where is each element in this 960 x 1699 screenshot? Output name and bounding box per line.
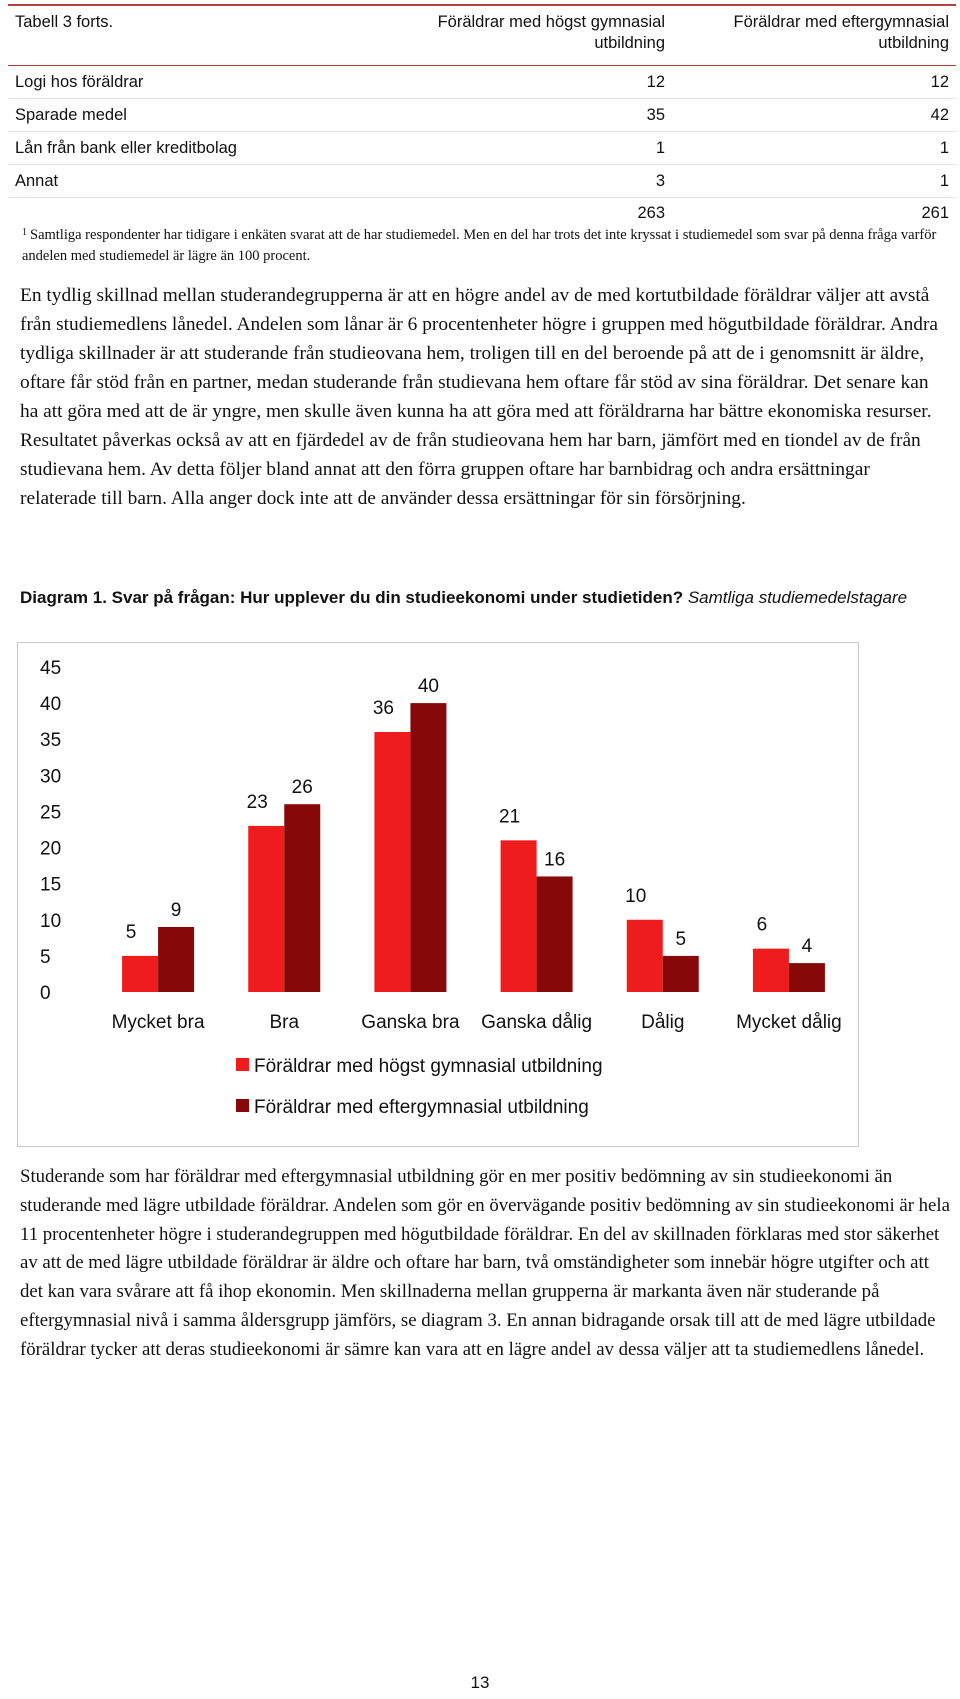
x-tick-label: Ganska bra — [361, 1012, 460, 1033]
body-paragraph-2: Studerande som har föräldrar med eftergymnasial utbildning gör en mer positiv bedömning av sin studieekonomi än studerande med lägre utbildade föräldrar. Andelen som gör en övervägande positiv bedömning av sin studieekonomi är hela 11 procentenheter högre i studerandegruppen med högutbildade föräldrar. En del av skillnaden förklaras med stor säkerhet av att de med lägre utbildade föräldrar är äldre och oftare har barn, två omständigheter som innebär högre utgifter och att det kan vara svårare att få ihop ekonomin. Men skillnaderna mellan grupperna är markanta även när studerande på eftergymnasial nivå i samma åldersgrupp jämförs, se diagram 3. En annan bidragande orsak till att de med lägre utbildade föräldrar tycker att deras studieekonomi är sämre kan vara att en lägre andel av dessa väljer att ta studiemedlens lånedel. — [20, 1166, 950, 1360]
table-header-row — [8, 5, 956, 65]
data-label: 5 — [125, 921, 137, 943]
data-label: 6 — [756, 914, 768, 936]
bar — [789, 963, 825, 992]
y-tick-label: 20 — [40, 838, 62, 860]
data-label: 21 — [499, 806, 521, 828]
data-label: 36 — [372, 698, 394, 719]
bar-chart — [17, 642, 859, 1147]
y-tick-label: 45 — [40, 658, 62, 679]
legend-swatch — [236, 1099, 249, 1112]
bar — [122, 956, 158, 992]
column-header-gymnasial: Föräldrar med högst gymnasial utbildning — [437, 13, 665, 52]
data-label: 23 — [246, 791, 268, 813]
bar — [537, 876, 573, 992]
row-label: Annat — [15, 171, 59, 190]
footnote-marker: 1 — [22, 227, 27, 238]
footnote — [22, 222, 952, 267]
data-label: 26 — [291, 777, 313, 799]
bar — [374, 732, 410, 992]
cell-value: 3 — [655, 171, 665, 190]
data-label: 16 — [544, 849, 566, 871]
cell-value: 1 — [655, 138, 665, 157]
diagram-title — [20, 584, 920, 611]
x-tick-label: Dålig — [641, 1012, 685, 1033]
x-tick-label: Mycket bra — [111, 1012, 205, 1033]
table-row — [8, 98, 956, 131]
cell-value: 12 — [646, 72, 665, 91]
legend-swatch — [236, 1058, 249, 1071]
bar — [158, 927, 194, 992]
table-caption: Tabell 3 forts. — [15, 13, 114, 31]
cell-value: 1 — [939, 138, 949, 157]
data-label: 4 — [801, 936, 813, 958]
legend-label: Föräldrar med eftergymnasial utbildning — [254, 1097, 589, 1118]
y-tick-label: 25 — [40, 802, 62, 824]
y-tick-label: 15 — [40, 874, 62, 896]
bar — [284, 804, 320, 992]
bar — [663, 956, 699, 992]
total-value: 261 — [921, 203, 949, 222]
data-table — [8, 4, 956, 228]
table-row — [8, 131, 956, 164]
cell-value: 42 — [930, 105, 949, 124]
y-tick-label: 0 — [40, 983, 51, 1004]
bar — [627, 920, 663, 992]
total-value: 263 — [637, 203, 665, 222]
diagram-title-italic: Samtliga studiemedelstagare — [687, 588, 908, 607]
y-tick-label: 35 — [40, 730, 62, 752]
y-tick-label: 5 — [40, 946, 51, 968]
data-label: 5 — [675, 928, 687, 950]
body-paragraph-1: En tydlig skillnad mellan studerandegrupperna är att en högre andel av de med kortutbildade föräldrar väljer att avstå från studiemedlens lånedel. Andelen som lånar är 6 procentenheter högre i gruppen med högutbildade föräldrar. Andra tydliga skillnader är att studerande från studieovana hem, troligen till en del beroende på att de i genomsnitt är äldre, oftare får stöd från en partner, medan studerande från studievana hem oftare får stöd av sina föräldrar. Det senare kan ha att göra med att de är yngre, men skulle även kunna ha att göra med att föräldrarna har bättre ekonomiska resurser. Resultatet påverkas också av att en fjärdedel av de från studieovana hem har barn, jämfört med en tiondel av de från studievana hem. Av detta följer bland annat att den förra gruppen oftare har barnbidrag och andra ersättningar relaterade till barn. Alla anger dock inte att de använder dessa ersättningar för sin försörjning. — [20, 285, 939, 509]
x-tick-label: Ganska dålig — [481, 1012, 593, 1033]
row-label: Lån från bank eller kreditbolag — [15, 138, 237, 157]
y-tick-label: 10 — [40, 910, 62, 932]
footnote-text: Samtliga respondenter har tidigare i enkäten svarat att de har studiemedel. Men en del har trots det inte kryssat i studiemedel som svar på denna fråga varför andelen med studiemedel är lägre än 100 procent. — [22, 227, 937, 264]
bar — [753, 949, 789, 992]
diagram-title-bold: Diagram 1. Svar på frågan: Hur upplever du din studieekonomi under studietiden? — [20, 588, 684, 607]
table-row — [8, 164, 956, 197]
data-label: 9 — [170, 900, 182, 921]
cell-value: 35 — [646, 105, 665, 124]
row-label: Logi hos föräldrar — [15, 72, 144, 91]
data-label: 40 — [417, 676, 439, 698]
table-row — [8, 65, 956, 98]
cell-value: 1 — [939, 171, 949, 190]
y-tick-label: 40 — [40, 694, 62, 716]
x-tick-label: Mycket dålig — [736, 1012, 842, 1033]
legend-label: Föräldrar med högst gymnasial utbildning — [254, 1056, 603, 1077]
page-number: 13 — [470, 1673, 490, 1692]
row-label: Sparade medel — [15, 105, 127, 124]
bar — [501, 840, 537, 992]
data-label: 10 — [625, 885, 647, 907]
cell-value: 12 — [930, 72, 949, 91]
column-header-eftergymnasial: Föräldrar med eftergymnasial utbildning — [733, 13, 949, 52]
y-tick-label: 30 — [40, 766, 62, 788]
bar — [410, 703, 446, 992]
x-tick-label: Bra — [269, 1012, 300, 1033]
bar — [248, 826, 284, 992]
